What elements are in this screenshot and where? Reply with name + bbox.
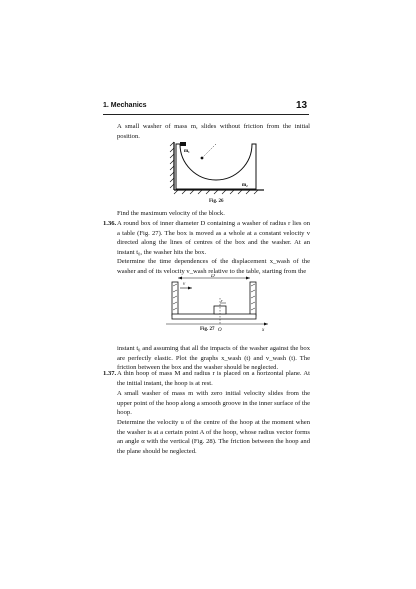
washer-intro-paragraph: A small washer of mass m, slides without friction from the initial position. bbox=[117, 123, 310, 140]
find-max-velocity-text: Find the maximum velocity of the block. bbox=[117, 210, 225, 217]
fig26-label-m2: m₂ bbox=[242, 183, 248, 188]
problem-1-37-determine: Determine the velocity u of the centre of the hoop at the moment when the washer is at a certain point A of the hoop, whose radius vector forms an angle α with the vertical (Fig. 28). The friction between the hoop and the plane should be neglected. bbox=[117, 419, 310, 455]
running-header-section: 1. Mechanics bbox=[103, 102, 147, 109]
problem-1-37-text: A thin hoop of mass M and radius r is placed on a horizontal plane. At the initial instant, the hoop is at rest. bbox=[117, 370, 310, 387]
fig27-label-r: r bbox=[221, 298, 223, 303]
fig27-label-v: v bbox=[183, 282, 186, 287]
problem-1-37-washer: A small washer of mass m with zero initial velocity slides from the upper point of the hoop along a smooth groove in the inner surface of the hoop. bbox=[117, 390, 310, 417]
fig27-label-D: D bbox=[211, 274, 215, 279]
figure-26 bbox=[168, 140, 268, 200]
problem-1-36-number: 1.36. bbox=[103, 220, 117, 227]
fig27-label-O: O bbox=[218, 328, 222, 333]
problem-1-36-continued: instant t₀ and assuming that all the impacts of the washer against the box are perfectly elastic. Plot the graphs x_wash (t) and v_wash (t). The friction between the box and the washer should be neglected. bbox=[117, 345, 310, 372]
problem-1-37-number: 1.37. bbox=[103, 370, 117, 377]
page-number: 13 bbox=[296, 100, 308, 111]
figure-26-caption: Fig. 26 bbox=[209, 199, 224, 204]
figure-27 bbox=[164, 274, 274, 334]
figure-27-caption: Fig. 27 bbox=[200, 327, 215, 332]
fig26-label-m1: m₁ bbox=[184, 149, 190, 154]
problem-1-36-determine: Determine the time dependences of the displacement x_wash of the washer and of its velocity v_wash relative to the table, starting from the bbox=[117, 258, 310, 275]
header-rule bbox=[103, 114, 309, 115]
fig27-label-x: x bbox=[262, 328, 265, 333]
problem-1-36-text: A round box of inner diameter D containing a washer of radius r lies on a table (Fig. 27). The box is moved as a whole at a constant velocity v directed along the lines of centres of the box and the washer. At an instant t₀, the washer hits the box. bbox=[117, 220, 310, 256]
